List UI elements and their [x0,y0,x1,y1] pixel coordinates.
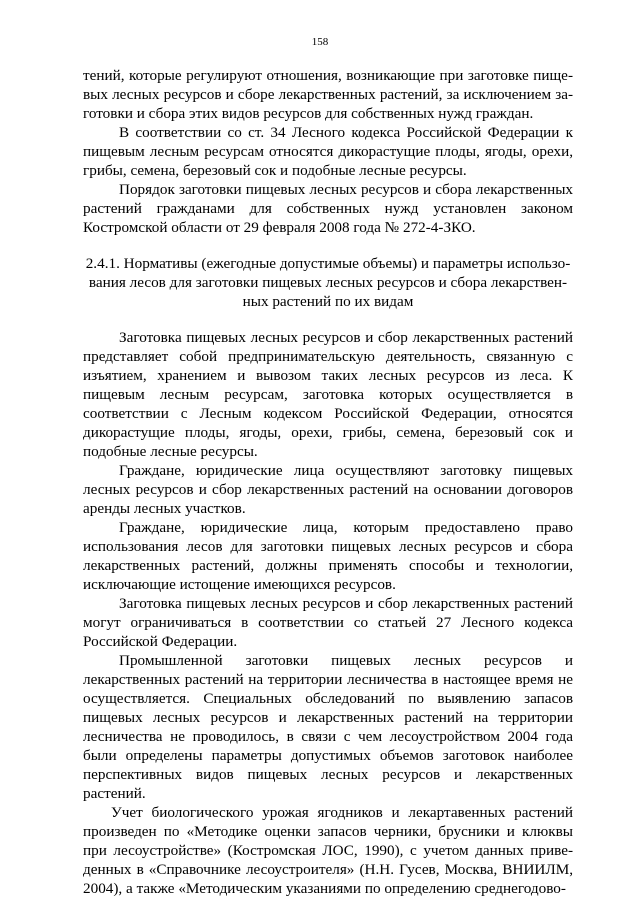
section-paragraph: Заготовка пищевых лесных ресурсов и сбор лекарственных растений могут ограничиваться в соответствии со статьей 27 Лесного кодекса Российской Федерации. [83,595,573,650]
paragraph-continuation: тений, которые регулируют отношения, возникающие при заготовке пищевых лесных ресурсов и сборе лекарственных растений, за исключением заготовки и сбора этих видов ресурсов для собственных нужд граждан. [83,67,573,122]
section-paragraph: Промышленной заготовки пищевых лесных ресурсов и лекарственных растений на территории лесничества в настоящее время не осуществляется. Специальных обследований по выявлению запасов пищевых лесных ресурсов и лекарственных растений на территории лесничества не проводилось, в связи с чем лесоустройством 2004 года были определены параметры допустимых объемов заготовок наиболее перспективных видов пищевых лесных ресурсов и лекарственных растений. [83,652,573,802]
document-body [83,66,573,898]
section-paragraph: Граждане, юридические лица, которым предоставлено право использования лесов для заготовки пищевых лесных ресурсов и сбора лекарственных растений, должны применять способы и технологии, исключающие истощение имеющихся ресурсов. [83,519,573,593]
section-heading: 2.4.1. Нормативы (ежегодные допустимые объемы) и параметры использования лесов для заготовки пищевых лесных ресурсов и сбора лекарственных растений по их видам [85,255,571,310]
section-paragraph-last: Учет биологического урожая ягодников и лекартавенных растений произведен по «Методике оценки запасов черники, брусники и клюквы при лесоустройстве» (Костромская ЛОС, 1990), с учетом данных приведенных в «Справочнике лесоустроителя» (Н.Н. Гусев, Москва, ВНИИЛМ, 2004), а также «Методическим указаниями по определению среднегодово- [83,804,573,897]
section-paragraph: Граждане, юридические лица осуществляют заготовку пищевых лесных ресурсов и сбор лекарственных растений на основании договоров аренды лесных участков. [83,462,573,517]
paragraph-forest-code: В соответствии со ст. 34 Лесного кодекса Российской Федерации к пищевым лесным ресурсам относятся дикорастущие плоды, ягоды, орехи, грибы, семена, березовый сок и подобные лесные ресурсы. [83,124,573,179]
page-number: 158 [311,36,329,48]
section-paragraph: Заготовка пищевых лесных ресурсов и сбор лекарственных растений представляет собой предпринимательскую деятельность, связанную с изъятием, хранением и вывозом таких лесных ресурсов из леса. К пищевым лесным ресурсам, заготовка которых осуществляется в соответствии с Лесным кодексом Российской Федерации, относятся дикорастущие плоды, ягоды, орехи, грибы, семена, березовый сок и подобные лесные ресурсы. [83,329,573,460]
paragraph-regional-law: Порядок заготовки пищевых лесных ресурсов и сбора лекарственных растений гражданами для собственных нужд установлен законом Костромской области от 29 февраля 2008 года № 272-4-ЗКО. [83,181,573,236]
